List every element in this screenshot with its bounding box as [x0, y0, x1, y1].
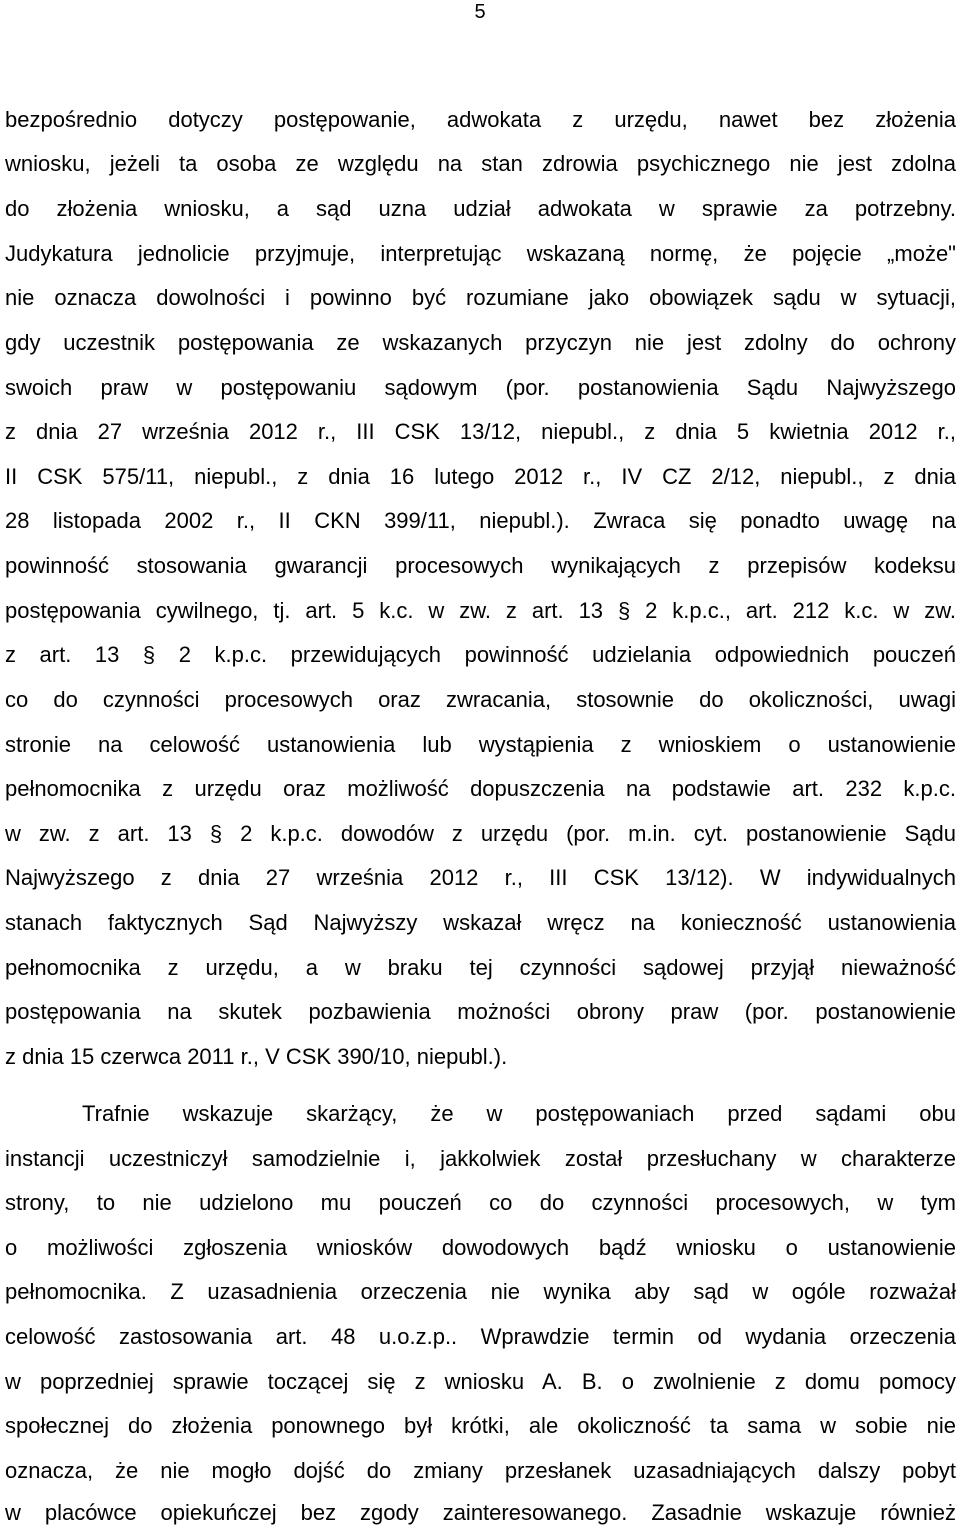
text-line: w poprzedniej sprawie toczącej się z wniosku A. B. o zwolnienie z domu pomocy	[5, 1369, 956, 1394]
text-line: II CSK 575/11, niepubl., z dnia 16 lutego 2012 r., IV CZ 2/12, niepubl., z dnia	[5, 464, 956, 489]
text-line: pełnomocnika z urzędu oraz możliwość dopuszczenia na podstawie art. 232 k.p.c.	[5, 776, 956, 801]
text-line: pełnomocnika. Z uzasadnienia orzeczenia nie wynika aby sąd w ogóle rozważał	[5, 1279, 956, 1304]
text-line: Trafnie wskazuje skarżący, że w postępowaniach przed sądami obu	[82, 1101, 956, 1126]
text-line: instancji uczestniczył samodzielnie i, jakkolwiek został przesłuchany w charakterze	[5, 1146, 956, 1171]
text-line: w placówce opiekuńczej bez zgody zainteresowanego. Zasadnie wskazuje również	[5, 1500, 956, 1525]
text-line: z dnia 15 czerwca 2011 r., V CSK 390/10, niepubl.).	[5, 1044, 508, 1069]
text-line: postępowania cywilnego, tj. art. 5 k.c. w zw. z art. 13 § 2 k.p.c., art. 212 k.c. w zw.	[5, 598, 956, 623]
text-line: strony, to nie udzielono mu pouczeń co do czynności procesowych, w tym	[5, 1190, 956, 1215]
text-line: celowość zastosowania art. 48 u.o.z.p.. Wprawdzie termin od wydania orzeczenia	[5, 1324, 956, 1349]
text-line: pełnomocnika z urzędu, a w braku tej czynności sądowej przyjął nieważność	[5, 955, 956, 980]
page-number: 5	[474, 1, 486, 23]
text-line: bezpośrednio dotyczy postępowanie, adwokata z urzędu, nawet bez złożenia	[5, 107, 956, 132]
text-line: wniosku, jeżeli ta osoba ze względu na stan zdrowia psychicznego nie jest zdolna	[5, 151, 956, 176]
text-line: stanach faktycznych Sąd Najwyższy wskazał wręcz na konieczność ustanowienia	[5, 910, 956, 935]
text-line: gdy uczestnik postępowania ze wskazanych przyczyn nie jest zdolny do ochrony	[5, 330, 956, 355]
text-line: Najwyższego z dnia 27 września 2012 r., III CSK 13/12). W indywidualnych	[5, 865, 956, 890]
text-line: z art. 13 § 2 k.p.c. przewidujących powinność udzielania odpowiednich pouczeń	[5, 642, 956, 667]
text-line: nie oznacza dowolności i powinno być rozumiane jako obowiązek sądu w sytuacji,	[5, 285, 956, 310]
text-line: co do czynności procesowych oraz zwracania, stosownie do okoliczności, uwagi	[5, 687, 956, 712]
text-line: oznacza, że nie mogło dojść do zmiany przesłanek uzasadniających dalszy pobyt	[5, 1458, 956, 1483]
text-line: w zw. z art. 13 § 2 k.p.c. dowodów z urzędu (por. m.in. cyt. postanowienie Sądu	[5, 821, 956, 846]
text-line: 28 listopada 2002 r., II CKN 399/11, niepubl.). Zwraca się ponadto uwagę na	[5, 508, 956, 533]
text-line: społecznej do złożenia ponownego był krótki, ale okoliczność ta sama w sobie nie	[5, 1413, 956, 1438]
text-line: o możliwości zgłoszenia wniosków dowodowych bądź wniosku o ustanowienie	[5, 1235, 956, 1260]
text-line: powinność stosowania gwarancji procesowych wynikających z przepisów kodeksu	[5, 553, 956, 578]
text-line: z dnia 27 września 2012 r., III CSK 13/12, niepubl., z dnia 5 kwietnia 2012 r.,	[5, 419, 956, 444]
text-line: postępowania na skutek pozbawienia możności obrony praw (por. postanowienie	[5, 999, 956, 1024]
text-line: swoich praw w postępowaniu sądowym (por. postanowienia Sądu Najwyższego	[5, 375, 956, 400]
text-line: Judykatura jednolicie przyjmuje, interpretując wskazaną normę, że pojęcie „może"	[5, 241, 956, 266]
text-line: do złożenia wniosku, a sąd uzna udział adwokata w sprawie za potrzebny.	[5, 196, 956, 221]
text-line: stronie na celowość ustanowienia lub wystąpienia z wnioskiem o ustanowienie	[5, 732, 956, 757]
